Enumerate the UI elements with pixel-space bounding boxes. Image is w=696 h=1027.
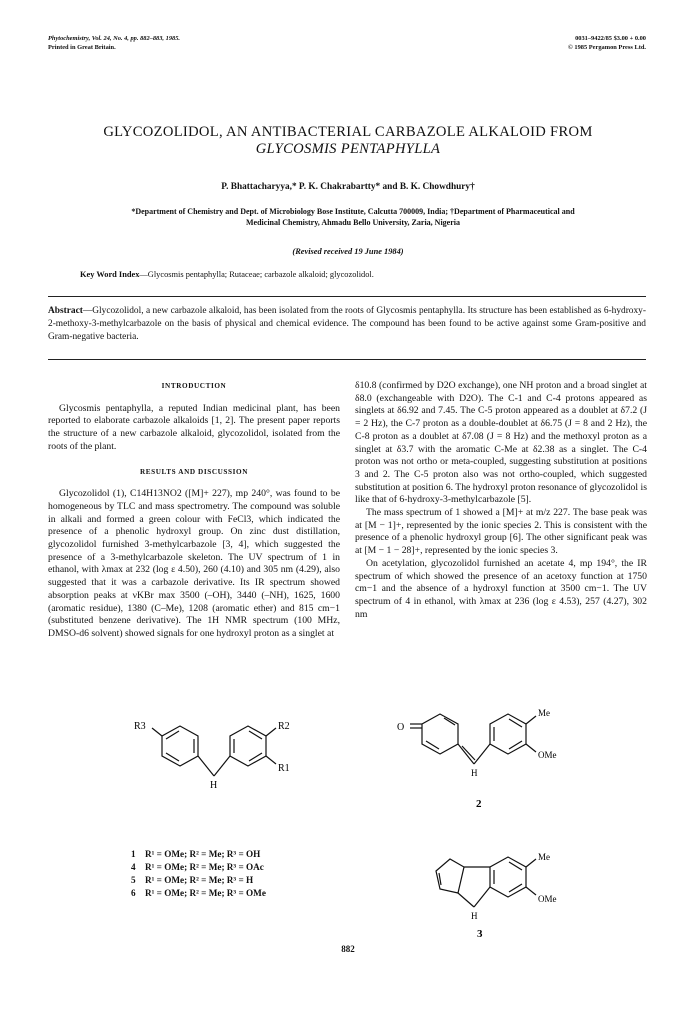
abstract — [48, 305, 646, 344]
acetylation-paragraph: On acetylation, glycozolidol furnished an acetate 4, mp 194°, the IR spectrum of which showed the presence of an acetoxy function at 1750 cm−1 and the absence of a hydroxyl function at 3500 cm−1. The UV spectrum of 4 in ethanol, with λmax at 236 (log ε 4.53), 257 (4.27), 302 nm — [355, 557, 647, 620]
r3-label: R3 — [134, 721, 146, 732]
top-rule — [48, 296, 646, 297]
affiliation — [48, 206, 658, 228]
compound-list — [131, 848, 266, 900]
methoxy-label: OMe — [538, 750, 557, 760]
bottom-rule — [48, 359, 646, 360]
nh-label: H — [210, 780, 218, 791]
code-line-2: © 1985 Pergamon Press Ltd. — [568, 44, 646, 51]
keywords-label: Key Word Index — [80, 270, 140, 279]
methyl-label: Me — [538, 852, 550, 862]
mass-spectrum-paragraph: The mass spectrum of 1 showed a [M]+ at m/z 227. The base peak was at [M − 1]+, represented by the ionic species 2. This is consistent with the presence of a phenolic hydroxyl group [6]. The other significant peak was at [M − 1 − 28]+, represented by the ionic species 3. — [355, 507, 647, 557]
authors: P. Bhattacharyya,* P. K. Chakrabartty* and B. K. Chowdhury† — [221, 182, 475, 192]
intro-heading: INTRODUCTION — [161, 382, 227, 390]
copyright-block — [568, 34, 646, 52]
paper-title — [0, 124, 696, 158]
journal-line-2: Printed in Great Britain. — [48, 44, 116, 51]
compound-label: 3 — [477, 928, 483, 940]
carbazole-structure — [130, 718, 330, 848]
key-word-index — [80, 270, 640, 279]
affiliation-line-2: Medicinal Chemistry, Ahmadu Bello University, Zaria, Nigeria — [246, 218, 460, 227]
compound-row: 1 R¹ = OMe; R² = Me; R³ = OH — [131, 849, 261, 859]
keywords-text: —Glycosmis pentaphylla; Rutaceae; carbazole alkaloid; glycozolidol. — [139, 270, 374, 279]
ionic-species-3-structure — [414, 845, 584, 945]
nmr-paragraph: δ10.8 (confirmed by D2O exchange), one NH proton and a broad singlet at δ8.0 (exchangeable with D2O). The C-1 and C-4 protons appeared as singlets at δ6.92 and 7.45. The C-5 proton appeared as a doublet at δ7.2 (J = 2 Hz), the C-7 proton as a double-doublet at δ6.75 (J = 8 and 2 Hz), the C-8 proton as a doublet at δ7.08 (J = 8 Hz) and the methoxyl proton as a singlet at δ3.7 with the aromatic C-Me at δ2.38 as a singlet. The C-4 proton was not ortho or meta-coupled, suggesting substitution at positions 3 and 2. The C-5 proton also was not ortho-coupled, which suggested substitution at position 6. The hydroxyl proton resonance of glycozolidol is like that of 6-hydroxy-3-methylcarbazole [5]. — [355, 380, 647, 506]
r2-label: R2 — [278, 721, 290, 732]
code-line-1: 0031–9422/85 $3.00 + 0.00 — [575, 35, 646, 42]
methyl-label: Me — [538, 708, 550, 718]
journal-line-1: Phytochemistry, Vol. 24, No. 4, pp. 882–883, 1985. — [48, 35, 181, 42]
title-line-2: GLYCOSMIS PENTAPHYLLA — [255, 141, 441, 157]
results-heading: RESULTS AND DISCUSSION — [139, 467, 248, 476]
revised-date: (Revised received 19 June 1984) — [292, 247, 404, 256]
compound-row: 4 R¹ = OMe; R² = Me; R³ = OAc — [131, 862, 264, 872]
affiliation-line-1: *Department of Chemistry and Dept. of Microbiology Bose Institute, Calcutta 700009, India; †Department of Pharmaceutical and — [131, 207, 575, 216]
left-column — [48, 380, 340, 641]
methoxy-label: OMe — [538, 894, 557, 904]
nh-label: H — [471, 911, 478, 921]
abstract-label: Abstract — [48, 306, 83, 316]
journal-citation — [48, 34, 180, 52]
title-line-1: GLYCOZOLIDOL, AN ANTIBACTERIAL CARBAZOLE ALKALOID FROM — [103, 124, 593, 140]
oxygen-label: O — [397, 722, 405, 733]
page-number: 882 — [341, 944, 355, 954]
intro-paragraph: Glycosmis pentaphylla, a reputed Indian medicinal plant, has been reported to elaborate carbazole alkaloids [1, 2]. The present paper reports the structure of a new carbazole alkaloid, glycozolidol, isolated from the roots of the plant. — [48, 402, 340, 452]
compound-row: 6 R¹ = OMe; R² = Me; R³ = OMe — [131, 888, 266, 898]
abstract-text: —Glycozolidol, a new carbazole alkaloid, has been isolated from the roots of Glycosmis pentaphylla. Its structure has been established as 6-hydroxy-2-methoxy-3-methylcarbazole on the basis of physical and chemical evidence. The compound has been found to be active against some Gram-positive and Gram-negative bacteria. — [48, 306, 646, 342]
r1-label: R1 — [278, 763, 290, 774]
compound-label: 2 — [476, 798, 482, 810]
right-column — [355, 380, 647, 621]
ionic-species-2-structure — [392, 704, 582, 844]
nh-label: H — [471, 768, 478, 778]
results-paragraph: Glycozolidol (1), C14H13NO2 ([M]+ 227), mp 240°, was found to be homogeneous by TLC and mass spectrometry. The compound was soluble in alkali and formed a green colour with FeCl3, which indicated the presence of a phenolic hydroxyl group. On zinc dust distillation, glycozolidol furnished 3-methylcarbazole [3, 4], which suggested the presence of a 3-methylcarbazole skeleton. The UV spectrum of 1 in ethanol, with λmax at 232 (log ε 4.50), 260 (4.10) and 305 nm (4.29), also suggested that it was a carbazole derivative. Its IR spectrum showed absorption peaks at νKBr max 3500 (–OH), 3440 (–NH), 1625, 1600 (aromatic residue), 1380 (C–Me), 1208 (aromatic ether) and 815 cm−1 (substituted benzene derivative). The 1H NMR spectrum (100 MHz, DMSO-d6 solvent) showed signals for one hydroxyl proton as a singlet at — [48, 488, 340, 639]
compound-row: 5 R¹ = OMe; R² = Me; R³ = H — [131, 875, 254, 885]
